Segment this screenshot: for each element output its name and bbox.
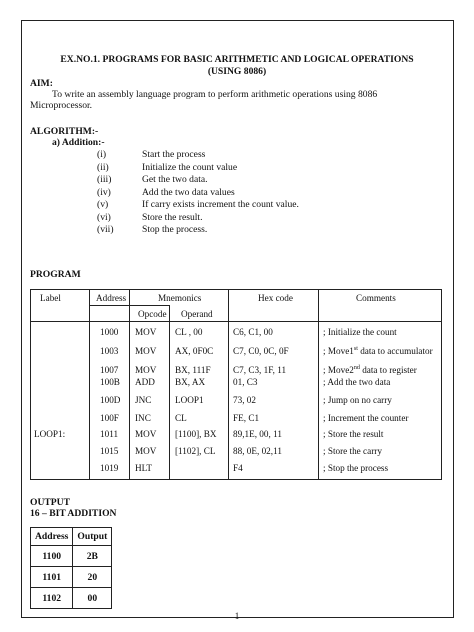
cell-opcode: INC [135,413,151,423]
cell-label: LOOP1: [34,429,66,439]
cell-hex-code: 73, 02 [233,395,256,405]
cell-comment: ; Jump on no carry [323,395,392,405]
cell-operand: CL [175,413,187,423]
page-number: 1 [234,611,240,621]
cell-operand: BX, AX [175,377,206,387]
step-text: Initialize the count value [142,161,238,173]
cell-address: 1015 [100,446,119,456]
cell-operand: LOOP1 [175,395,204,405]
cell-address: 100F [100,413,119,423]
step-text: If carry exists increment the count value. [142,199,299,210]
cell-address: 1003 [100,346,119,356]
cell-comment: ; Add the two data [323,377,391,387]
header-label: Label [40,293,61,303]
cell-hex-code: 89,1E, 00, 11 [233,429,282,439]
aim-text-line2: Microprocessor. [30,100,93,111]
output-row [31,546,112,567]
step-text: Start the process [142,149,206,160]
cell-comment: ; Stop the process [323,463,389,473]
cell-opcode: MOV [135,429,157,439]
cell-comment: ; Store the carry [323,446,382,456]
output-table [30,527,112,609]
comment-text: ; Move1 [323,346,354,356]
comment-superscript: st [353,346,358,352]
addition-subheading: a) Addition:- [52,137,105,148]
header-operand: Operand [181,309,213,319]
cell-opcode: MOV [135,327,157,337]
cell-opcode: MOV [135,446,157,456]
cell-comment: ; Store the result [323,429,384,439]
cell-hex-code: F4 [233,463,243,473]
comment-text: ; Move2 [323,365,354,375]
cell-address: 1011 [100,429,119,439]
header-opcode: Opcode [138,309,167,319]
step-text: Store the result. [142,211,203,223]
cell-operand: BX, 111F [175,365,211,375]
cell-operand: AX, 0F0C [175,346,214,356]
output-value: 00 [73,588,112,609]
aim-heading: AIM: [30,78,53,89]
cell-address: 1000 [100,327,119,337]
cell-hex-code: C6, C1, 00 [233,327,273,337]
cell-hex-code: 88, 0E, 02,11 [233,446,282,456]
step-text: Add the two data values [142,186,235,198]
step-number: (v) [97,199,109,210]
cell-opcode: ADD [135,377,155,387]
output-address: 1100 [31,546,73,567]
step-number: (vi) [97,211,111,223]
program-heading: PROGRAM [30,269,81,280]
output-address: 1101 [31,567,73,588]
cell-hex-code: C7, C0, 0C, 0F [233,346,289,356]
output-address: 1102 [31,588,73,609]
algorithm-heading: ALGORITHM:- [30,126,99,137]
step-number: (iv) [97,186,111,198]
cell-operand: [1102], CL [175,446,216,456]
step-text: Get the two data. [142,174,208,185]
header-mnemonics: Mnemonics [158,293,202,303]
aim-text: To write an assembly language program to perform arithmetic operations using 8086 [52,89,378,100]
cell-comment: ; Initialize the count [323,327,397,337]
cell-address: 1007 [100,365,119,375]
cell-comment: ; Increment the counter [323,413,409,423]
step-number: (i) [97,149,107,160]
output-row [31,567,112,588]
cell-address: 1019 [100,463,119,473]
program-table [30,289,442,479]
output-heading: OUTPUT [30,497,70,508]
comment-text: data to accumulator [357,346,433,356]
cell-comment [323,346,433,357]
step-number: (iii) [97,174,112,185]
cell-operand: [1100], BX [175,429,217,439]
cell-comment [323,365,417,376]
step-number: (vii) [97,224,114,235]
step-text: Stop the process. [142,224,208,235]
output-header-output: Output [73,528,112,546]
cell-hex-code: C7, C3, 1F, 11 [233,365,287,375]
cell-opcode: JNC [135,395,152,405]
document-title: EX.NO.1. PROGRAMS FOR BASIC ARITHMETIC AND LOGICAL OPERATIONS [60,54,414,65]
output-header-address: Address [31,528,73,546]
comment-superscript: nd [353,365,360,371]
cell-operand: CL , 00 [175,327,203,337]
cell-hex-code: 01, C3 [233,377,258,387]
output-value: 2B [73,546,112,567]
cell-address: 100D [100,395,121,405]
cell-opcode: MOV [135,346,157,356]
document-subtitle: (USING 8086) [207,66,267,77]
step-number: (ii) [97,161,109,173]
header-comments: Comments [356,293,396,303]
cell-address: 100B [100,377,120,387]
header-hex-code: Hex code [258,293,293,303]
output-value: 20 [73,567,112,588]
comment-text: data to register [359,365,417,375]
cell-hex-code: FE, C1 [233,413,260,423]
header-address: Address [96,293,127,303]
cell-opcode: HLT [135,463,153,473]
output-row [31,588,112,609]
output-subheading: 16 – BIT ADDITION [30,508,117,519]
cell-opcode: MOV [135,365,157,375]
